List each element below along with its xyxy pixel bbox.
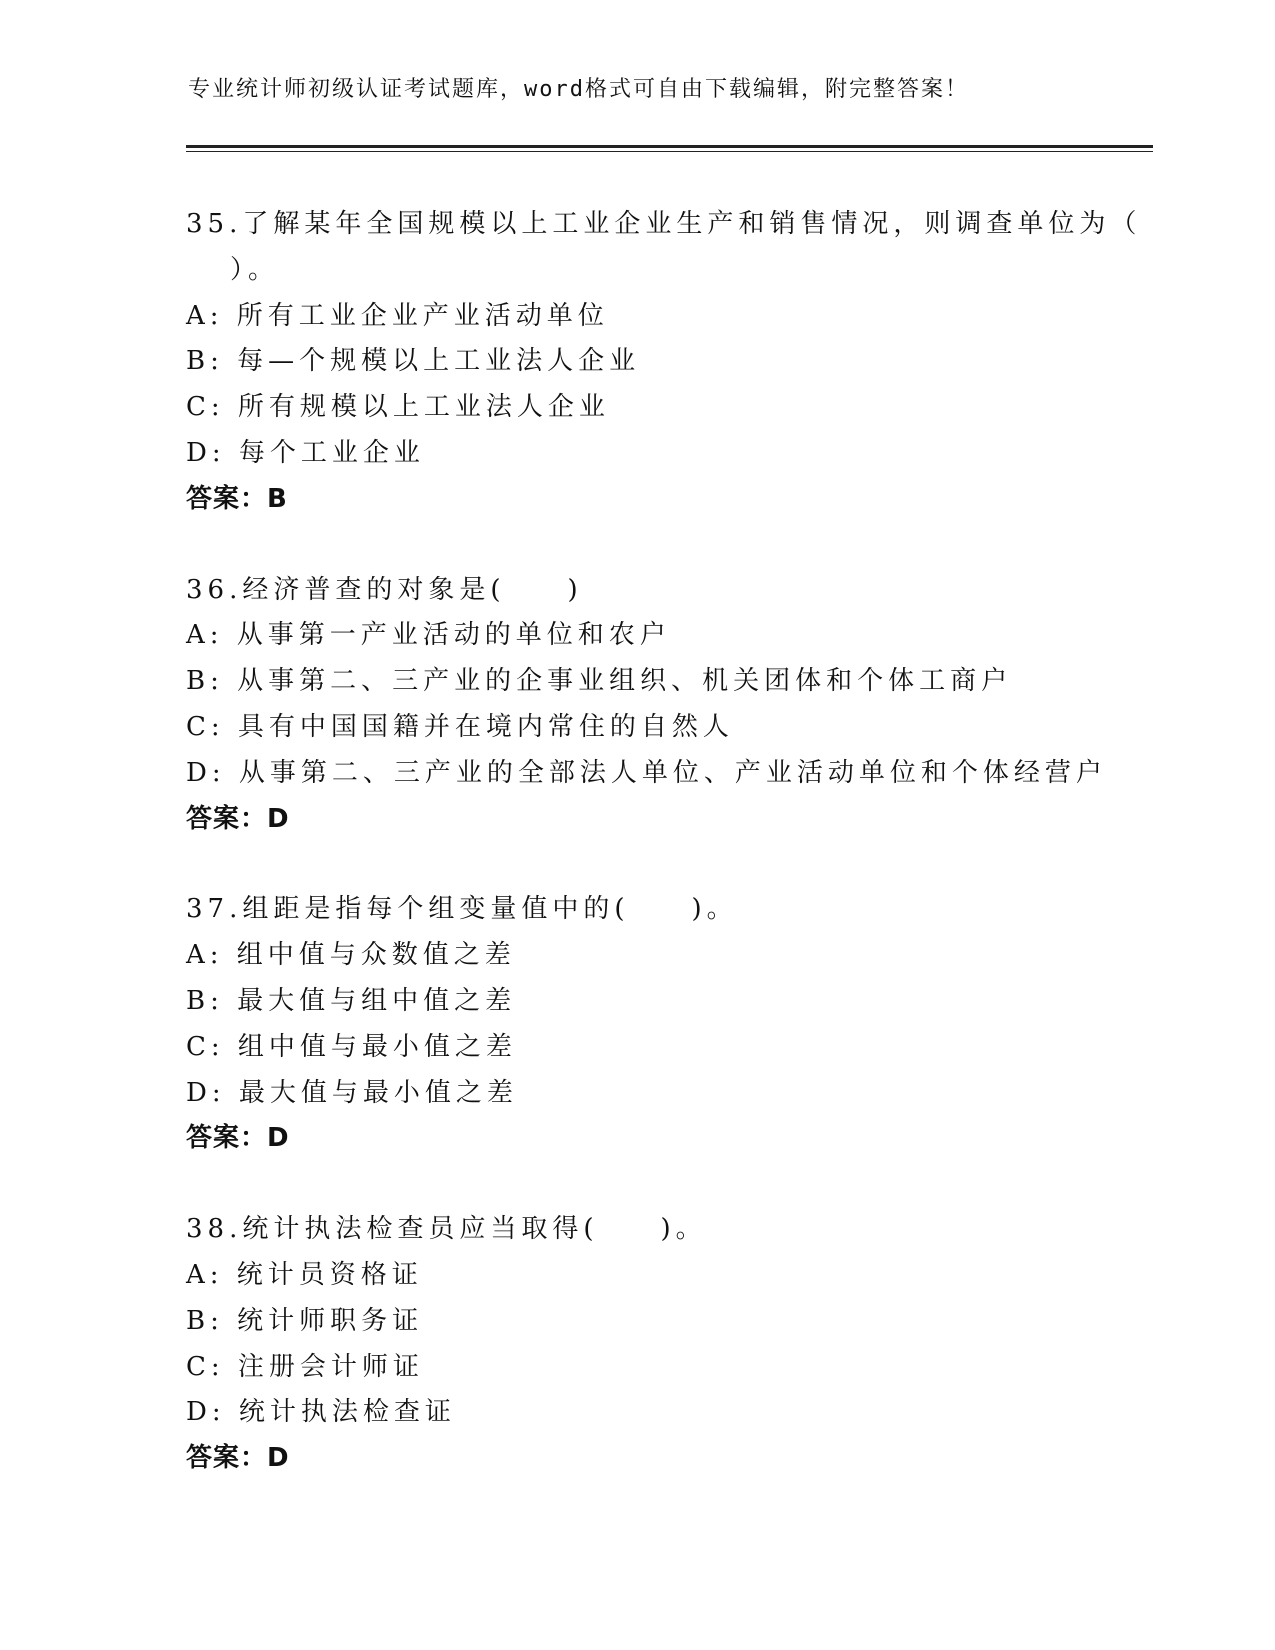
question-35	[186, 202, 1142, 523]
option-c: C: 组中值与最小值之差	[186, 1031, 517, 1062]
answer-label: 答案：B	[186, 483, 288, 514]
option-d: D: 最大值与最小值之差	[186, 1077, 518, 1108]
option-d: D: 统计执法检查证	[186, 1397, 456, 1428]
option-d: D: 每个工业企业	[186, 437, 425, 468]
header-divider	[186, 145, 1153, 148]
page-header: 专业统计师初级认证考试题库，word格式可自由下载编辑，附完整答案！	[188, 77, 969, 102]
answer-label: 答案：D	[186, 1123, 290, 1154]
question-list	[186, 202, 1142, 1527]
option-b: B: 统计师职务证	[186, 1305, 424, 1336]
option-b: B: 每—个规模以上工业法人企业	[186, 346, 641, 377]
answer-label: 答案：D	[186, 1443, 290, 1474]
option-c: C: 所有规模以上工业法人企业	[186, 392, 610, 423]
option-b: B: 最大值与组中值之差	[186, 985, 517, 1016]
question-36	[186, 568, 1107, 843]
question-stem: 36.经济普查的对象是( )	[186, 574, 583, 605]
answer-label: 答案：D	[186, 803, 290, 834]
option-c: C: 具有中国国籍并在境内常住的自然人	[186, 711, 734, 742]
option-a: A: 从事第一产业活动的单位和农户	[186, 620, 671, 651]
option-a: A: 组中值与众数值之差	[186, 940, 516, 971]
option-d: D: 从事第二、三产业的全部法人单位、产业活动单位和个体经营户	[186, 757, 1107, 788]
option-b: B: 从事第二、三产业的企事业组织、机关团体和个体工商户	[186, 666, 1013, 697]
option-a: A: 所有工业企业产业活动单位	[186, 300, 609, 331]
question-stem: 38.统计执法检查员应当取得( )。	[186, 1214, 707, 1245]
question-stem-continuation: ）。	[230, 254, 280, 285]
question-stem: 35.了解某年全国规模以上工业企业生产和销售情况，则调查单位为（	[186, 209, 1142, 239]
question-38	[186, 1207, 1086, 1482]
question-stem: 37.组距是指每个组变量值中的( )。	[186, 894, 738, 925]
question-37	[186, 887, 1086, 1162]
option-c: C: 注册会计师证	[186, 1351, 424, 1382]
option-a: A: 统计员资格证	[186, 1259, 423, 1290]
